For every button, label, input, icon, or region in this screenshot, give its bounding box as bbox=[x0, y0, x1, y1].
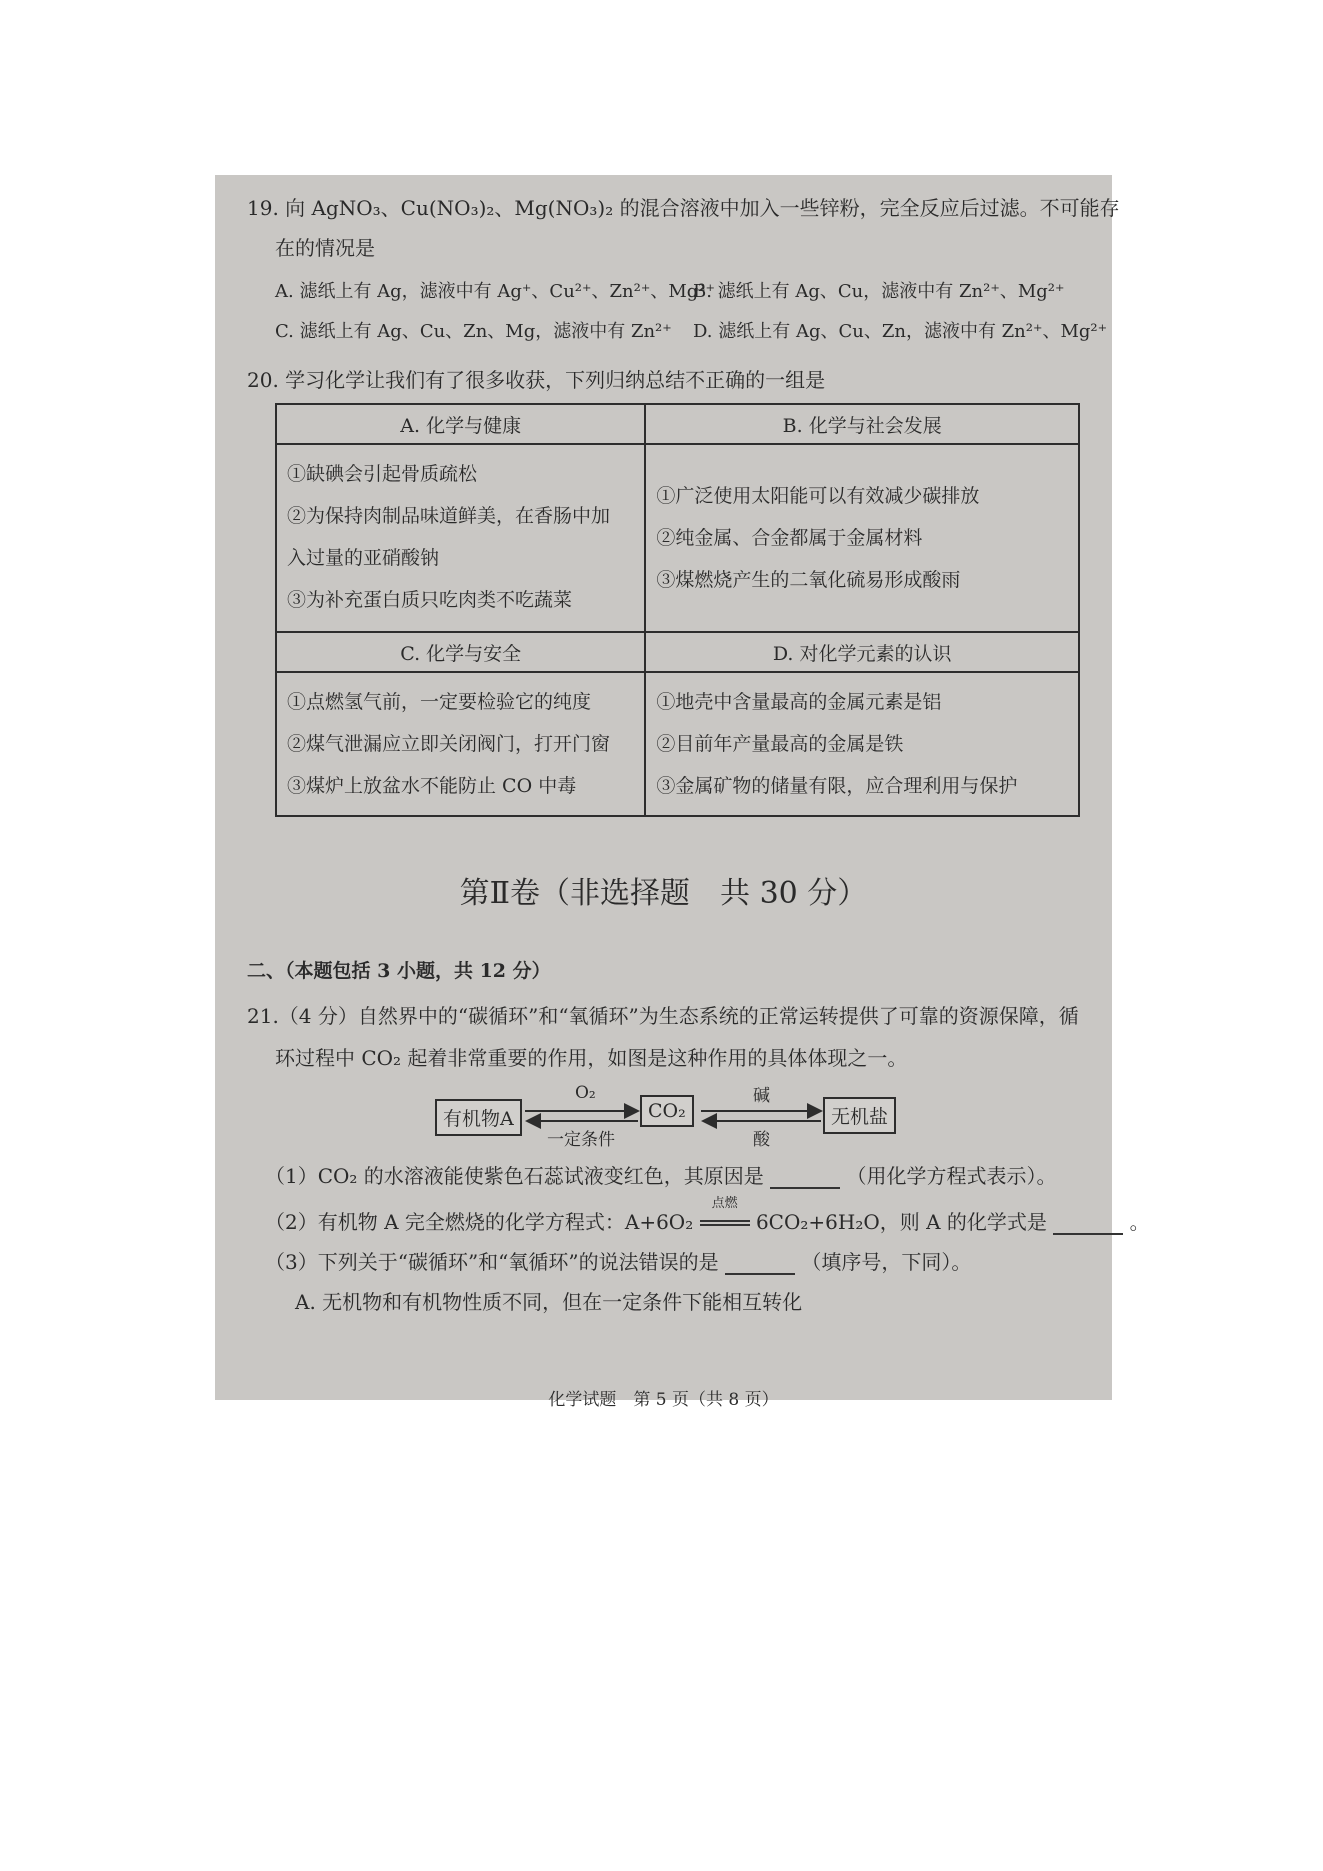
q20-b-item: ①广泛使用太阳能可以有效减少碳排放 bbox=[656, 485, 980, 507]
q21-stem-line1: 21.（4 分）自然界中的“碳循环”和“氧循环”为生态系统的正常运转提供了可靠的资源保障，循 bbox=[247, 1004, 1079, 1028]
q21-sub3-answer-blank[interactable] bbox=[725, 1251, 795, 1275]
q21-sub3-suffix: （填序号，下同）。 bbox=[801, 1250, 972, 1274]
q21-sub1 bbox=[265, 1165, 1057, 1189]
q19-stem-line2: 在的情况是 bbox=[275, 236, 375, 260]
label-condition: 一定条件 bbox=[547, 1130, 615, 1150]
diagram-box-co2: CO₂ bbox=[640, 1095, 694, 1127]
q21-sub3-text: （3）下列关于“碳循环”和“氧循环”的说法错误的是 bbox=[265, 1250, 719, 1274]
part-two-heading: 二、（本题包括 3 小题，共 12 分） bbox=[247, 960, 551, 982]
q21-stem-line2: 环过程中 CO₂ 起着非常重要的作用，如图是这种作用的具体体现之一。 bbox=[275, 1046, 908, 1070]
q20-c-item: ①点燃氢气前，一定要检验它的纯度 bbox=[287, 691, 592, 713]
q21-sub2-text2: 6CO₂+6H₂O，则 A 的化学式是 bbox=[755, 1210, 1047, 1234]
section-title: 第Ⅱ卷（非选择题 共 30 分） bbox=[459, 876, 868, 911]
q20-b-cell bbox=[645, 444, 1079, 632]
q21-sub2-text: （2）有机物 A 完全燃烧的化学方程式：A+6O₂ bbox=[265, 1210, 694, 1234]
q19-option-a: A. 滤纸上有 Ag，滤液中有 Ag⁺、Cu²⁺、Zn²⁺、Mg²⁺ bbox=[275, 281, 715, 302]
exam-page-photo bbox=[215, 175, 1150, 1410]
q20-c-title: C. 化学与安全 bbox=[276, 632, 645, 672]
q20-c-item: ③煤炉上放盆水不能防止 CO 中毒 bbox=[287, 775, 577, 797]
q20-d-item: ①地壳中含量最高的金属元素是铝 bbox=[656, 691, 942, 713]
q20-a-item: 入过量的亚硝酸钠 bbox=[287, 547, 440, 569]
equals-sign-icon bbox=[700, 1220, 750, 1226]
q20-options-table bbox=[275, 403, 1080, 817]
q21-sub2 bbox=[265, 1196, 1150, 1235]
page-footer: 化学试题 第 5 页（共 8 页） bbox=[548, 1390, 779, 1410]
q20-a-item: ③为补充蛋白质只吃肉类不吃蔬菜 bbox=[287, 589, 573, 611]
diagram-box-inorganic-salt: 无机盐 bbox=[823, 1097, 896, 1134]
q21-sub1-text: （1）CO₂ 的水溶液能使紫色石蕊试液变红色，其原因是 bbox=[265, 1164, 764, 1188]
q20-a-cell bbox=[276, 444, 645, 632]
q20-b-item: ②纯金属、合金都属于金属材料 bbox=[656, 527, 923, 549]
q20-d-item: ③金属矿物的储量有限，应合理利用与保护 bbox=[656, 775, 1018, 797]
q19-option-c: C. 滤纸上有 Ag、Cu、Zn、Mg，滤液中有 Zn²⁺ bbox=[275, 321, 672, 342]
q19-option-d: D. 滤纸上有 Ag、Cu、Zn，滤液中有 Zn²⁺、Mg²⁺ bbox=[693, 321, 1108, 342]
label-o2: O₂ bbox=[575, 1083, 596, 1103]
label-acid: 酸 bbox=[753, 1130, 770, 1150]
q20-d-title: D. 对化学元素的认识 bbox=[645, 632, 1079, 672]
q21-sub3 bbox=[265, 1251, 971, 1275]
label-base: 碱 bbox=[753, 1086, 770, 1106]
q20-d-cell bbox=[645, 672, 1079, 816]
q20-d-item: ②目前年产量最高的金属是铁 bbox=[656, 733, 904, 755]
q20-a-title: A. 化学与健康 bbox=[276, 404, 645, 444]
q20-stem: 20. 学习化学让我们有了很多收获，下列归纳总结不正确的一组是 bbox=[247, 368, 826, 392]
q21-sub2-reaction-arrow bbox=[700, 1196, 750, 1226]
carbon-cycle-diagram bbox=[435, 1083, 915, 1150]
q20-c-item: ②煤气泄漏应立即关闭阀门，打开门窗 bbox=[287, 733, 611, 755]
q20-a-item: ②为保持肉制品味道鲜美，在香肠中加 bbox=[287, 505, 611, 527]
q21-sub3-option-a: A. 无机物和有机物性质不同，但在一定条件下能相互转化 bbox=[295, 1290, 803, 1314]
diagram-arrows bbox=[435, 1085, 915, 1145]
q20-b-item: ③煤燃烧产生的二氧化硫易形成酸雨 bbox=[656, 569, 961, 591]
q19-stem-line1: 19. 向 AgNO₃、Cu(NO₃)₂、Mg(NO₃)₂ 的混合溶液中加入一些锌粉，完全反应后过滤。不可能存 bbox=[247, 196, 1120, 220]
q20-a-item: ①缺碘会引起骨质疏松 bbox=[287, 463, 478, 485]
q19-option-b: B. 滤纸上有 Ag、Cu，滤液中有 Zn²⁺、Mg²⁺ bbox=[693, 281, 1065, 302]
q21-sub1-answer-blank[interactable] bbox=[770, 1165, 840, 1189]
q21-sub2-suffix: 。 bbox=[1129, 1210, 1150, 1234]
q20-b-title: B. 化学与社会发展 bbox=[645, 404, 1079, 444]
q21-sub1-suffix: （用化学方程式表示）。 bbox=[846, 1164, 1057, 1188]
q20-c-cell bbox=[276, 672, 645, 816]
q21-sub2-condition: 点燃 bbox=[711, 1196, 738, 1211]
q21-sub2-answer-blank[interactable] bbox=[1053, 1211, 1123, 1235]
diagram-box-organic-a: 有机物A bbox=[435, 1099, 522, 1136]
